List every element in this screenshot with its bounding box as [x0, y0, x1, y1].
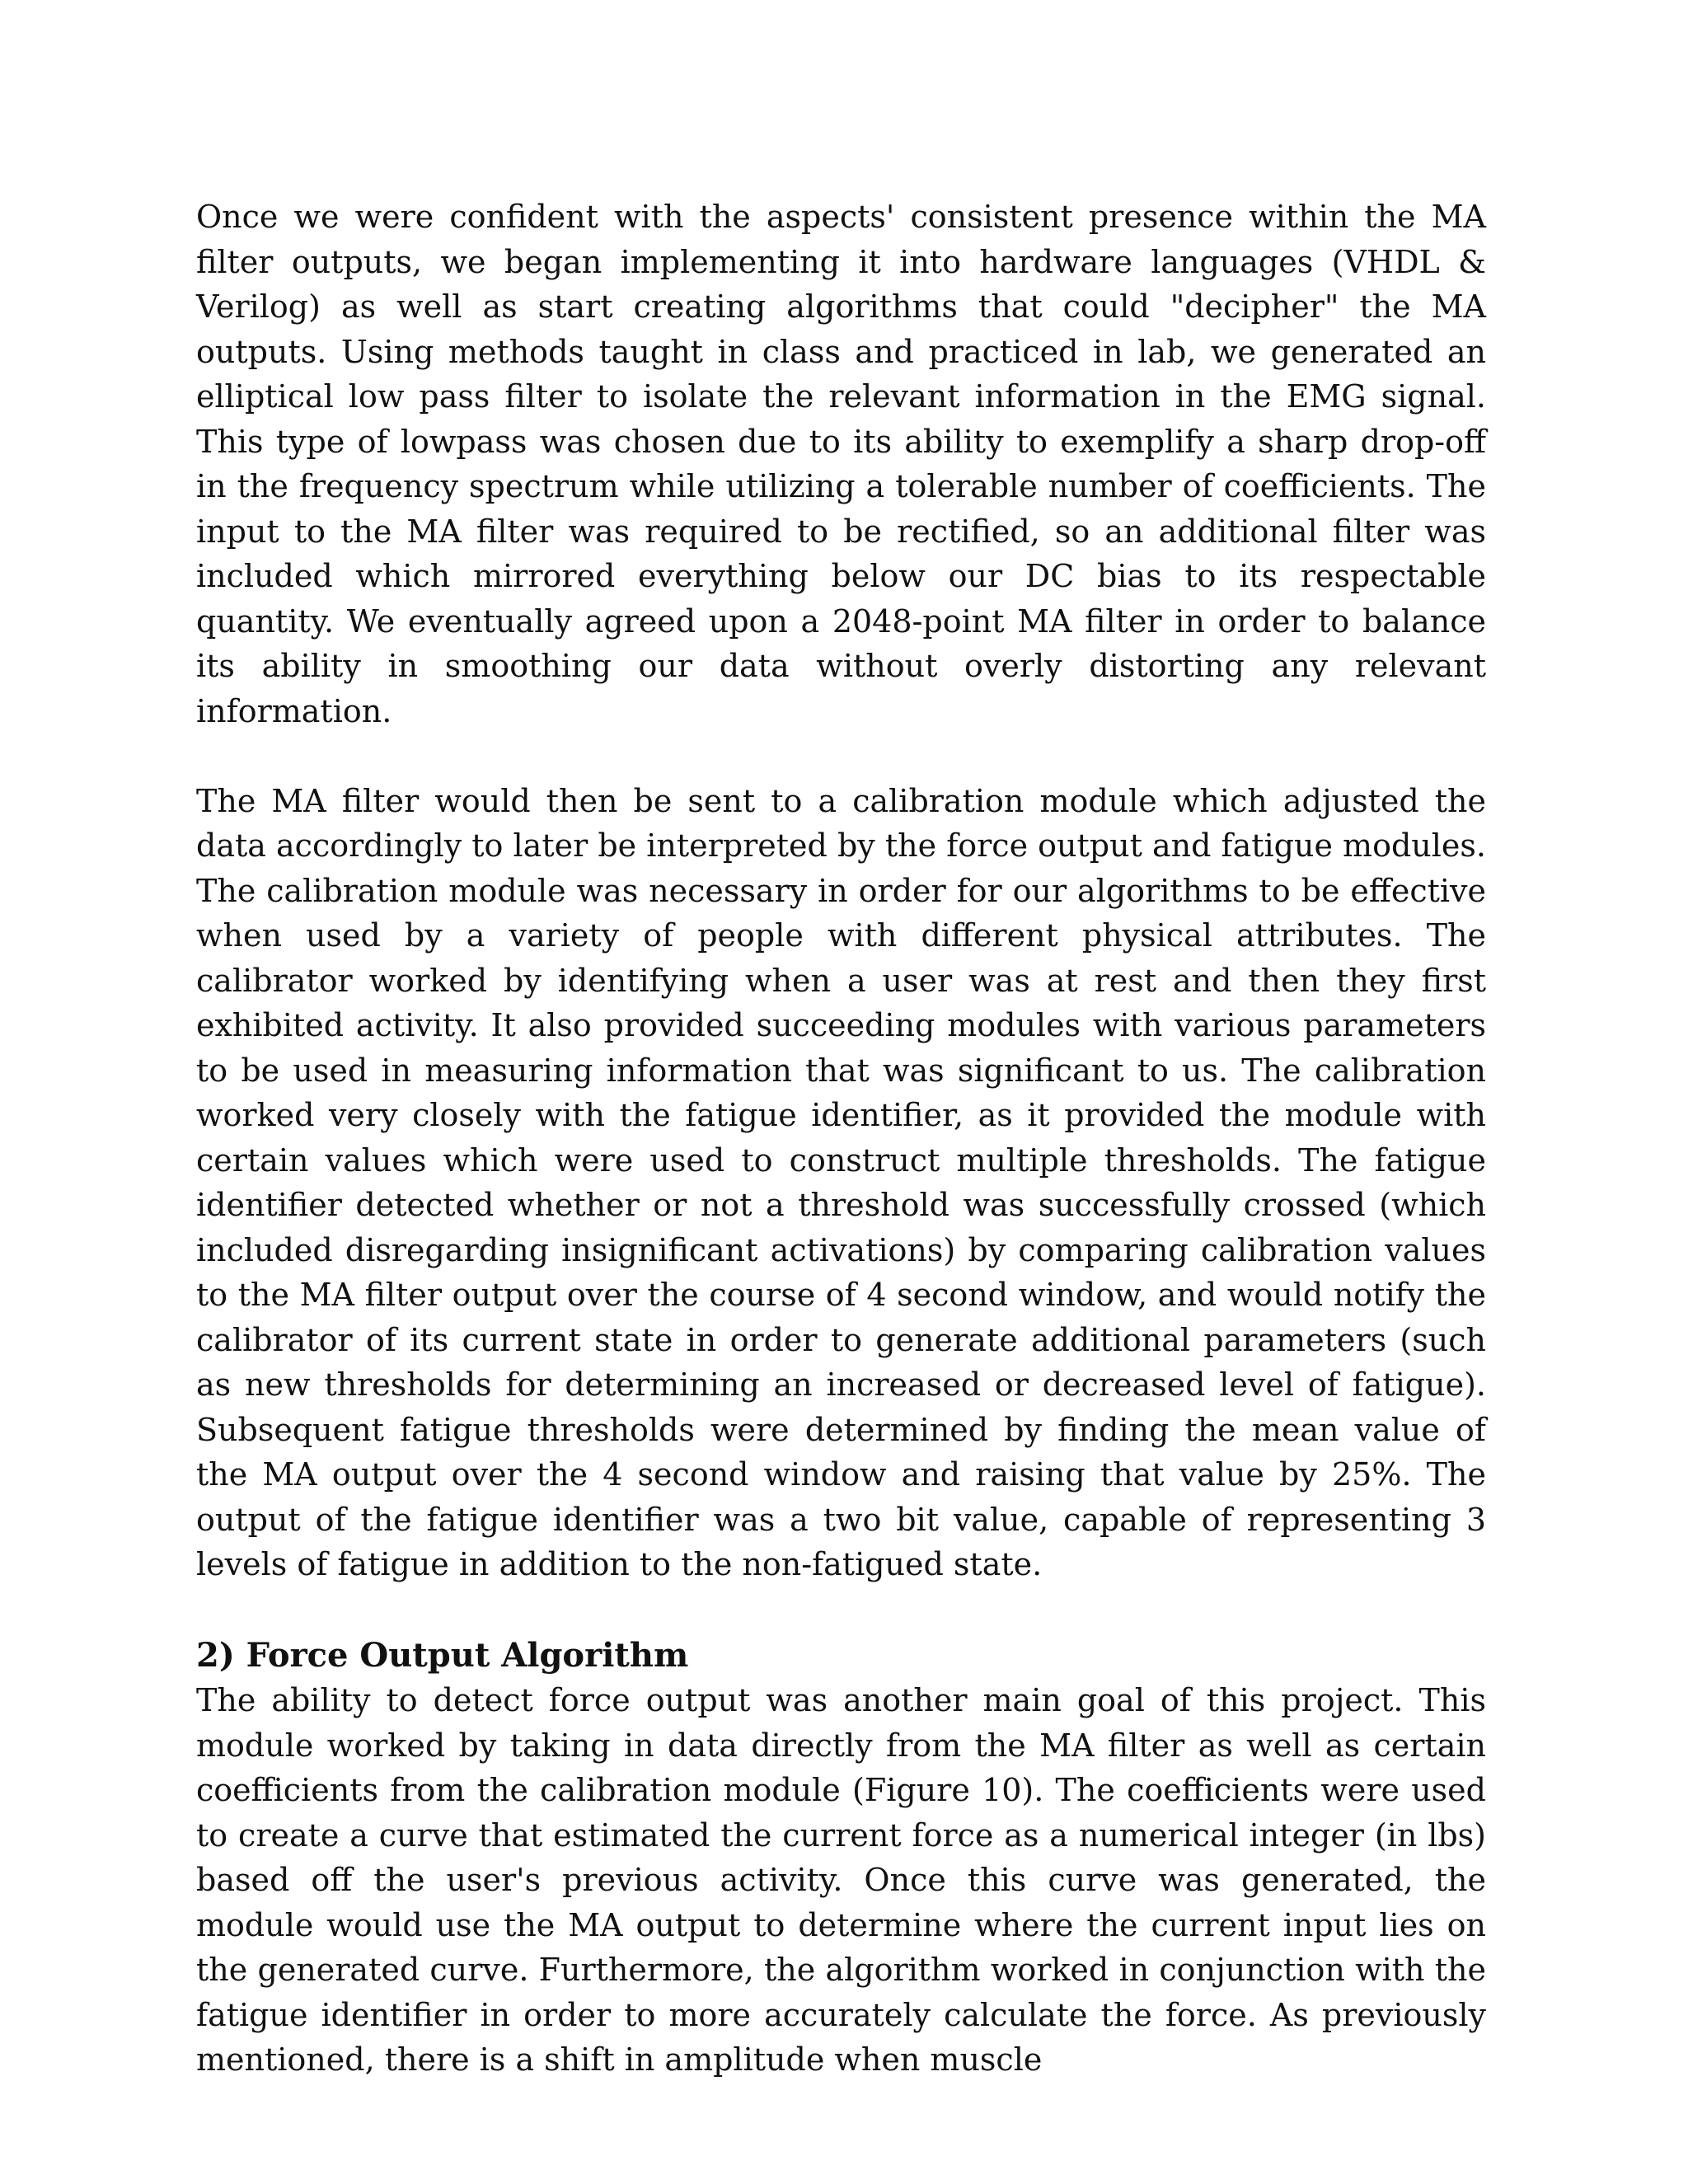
paragraph-ma-filter: Once we were confident with the aspects' consistent presence within the MA filter outputs, we began implementing it into hardware languages (VHDL & Verilog) as well as start creating algorithms that could "decipher" the MA outputs. Using methods taught in class and practiced in lab, we generated an elliptical low pass filter to isolate the relevant information in the EMG signal. This type of lowpass was chosen due to its ability to exemplify a sharp drop-off in the frequency spectrum while utilizing a tolerable number of coefficients. The input to the MA filter was required to be rectified, so an additional filter was included which mirrored everything below our DC bias to its respectable quantity. We eventually agreed upon a 2048-point MA filter in order to balance its ability in smoothing our data without overly distorting any relevant information.	[196, 199, 1486, 729]
paragraph-force-output: The ability to detect force output was another main goal of this project. This module worked by taking in data directly from the MA filter as well as certain coefficients from the calibration module (Figure 10). The coefficients were used to create a curve that estimated the current force as a numerical integer (in lbs) based off the user's previous activity. Once this curve was generated, the module would use the MA output to determine where the current input lies on the generated curve. Furthermore, the algorithm worked in conjunction with the fatigue identifier in order to more accurately calculate the force. As previously mentioned, there is a shift in amplitude when muscle	[196, 1682, 1486, 2078]
paragraph-calibration: The MA filter would then be sent to a calibration module which adjusted the data accordingly to later be interpreted by the force output and fatigue modules. The calibration module was necessary in order for our algorithms to be effective when used by a variety of people with different physical attributes. The calibrator worked by identifying when a user was at rest and then they first exhibited activity. It also provided succeeding modules with various parameters to be used in measuring information that was significant to us. The calibration worked very closely with the fatigue identifier, as it provided the module with certain values which were used to construct multiple thresholds. The fatigue identifier detected whether or not a threshold was successfully crossed (which included disregarding insignificant activations) by comparing calibration values to the MA filter output over the course of 4 second window, and would notify the calibrator of its current state in order to generate additional parameters (such as new thresholds for determining an increased or decreased level of fatigue). Subsequent fatigue thresholds were determined by finding the mean value of the MA output over the 4 second window and raising that value by 25%. The output of the fatigue identifier was a two bit value, capable of representing 3 levels of fatigue in addition to the non-fatigued state.	[196, 782, 1486, 1582]
document-page	[196, 194, 1486, 2083]
section-heading-force-output: 2) Force Output Algorithm	[196, 1635, 689, 1675]
